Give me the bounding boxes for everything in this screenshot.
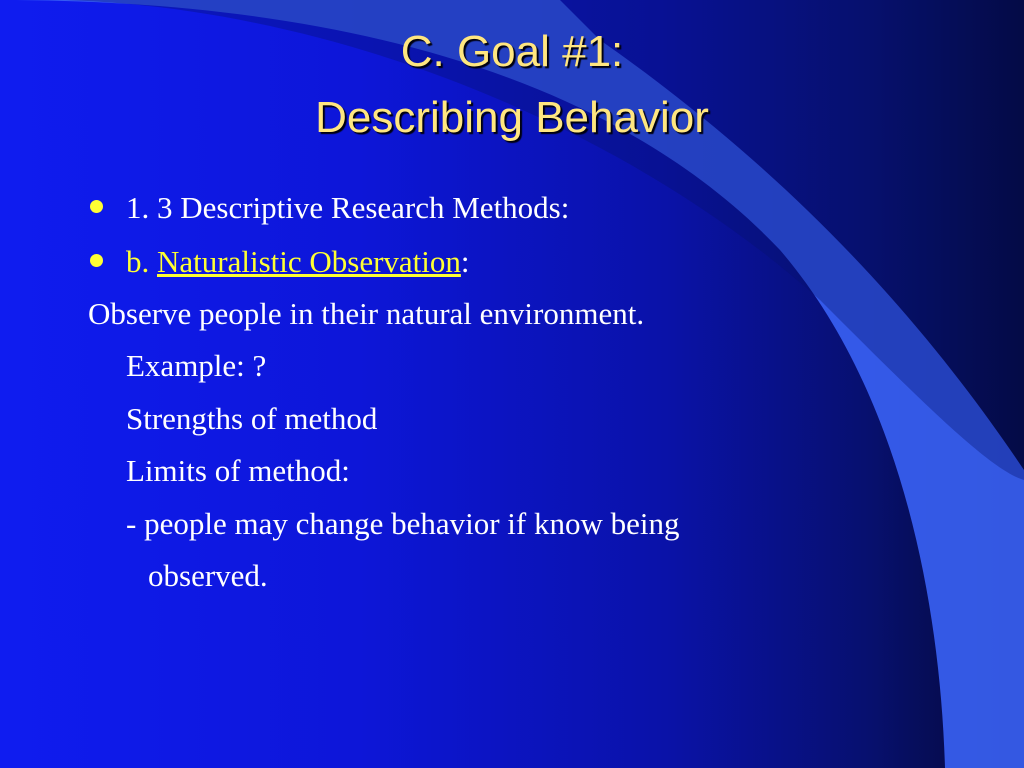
sub-line-limits: Limits of method: [126, 453, 350, 488]
bullet-dot-2 [90, 254, 103, 267]
bullet-item-2 [126, 246, 470, 277]
bullet-item-2-prefix: b. [126, 244, 157, 279]
body-line: Observe people in their natural environment. [88, 296, 645, 331]
bullet-item-2-suffix: : [460, 244, 470, 279]
naturalistic-observation-link[interactable]: Naturalistic Observation [157, 244, 461, 279]
slide-title-line-1: C. Goal #1: [400, 27, 624, 76]
sub-line-example: Example: ? [126, 348, 267, 383]
slide-title-line-2: Describing Behavior [315, 93, 709, 142]
sub-line-strengths: Strengths of method [126, 401, 378, 436]
continuation-line: observed. [148, 558, 268, 593]
sub-line-limit-detail: - people may change behavior if know being [126, 506, 680, 541]
bullet-item-1: 1. 3 Descriptive Research Methods: [126, 190, 570, 225]
bullet-dot-1 [90, 200, 103, 213]
